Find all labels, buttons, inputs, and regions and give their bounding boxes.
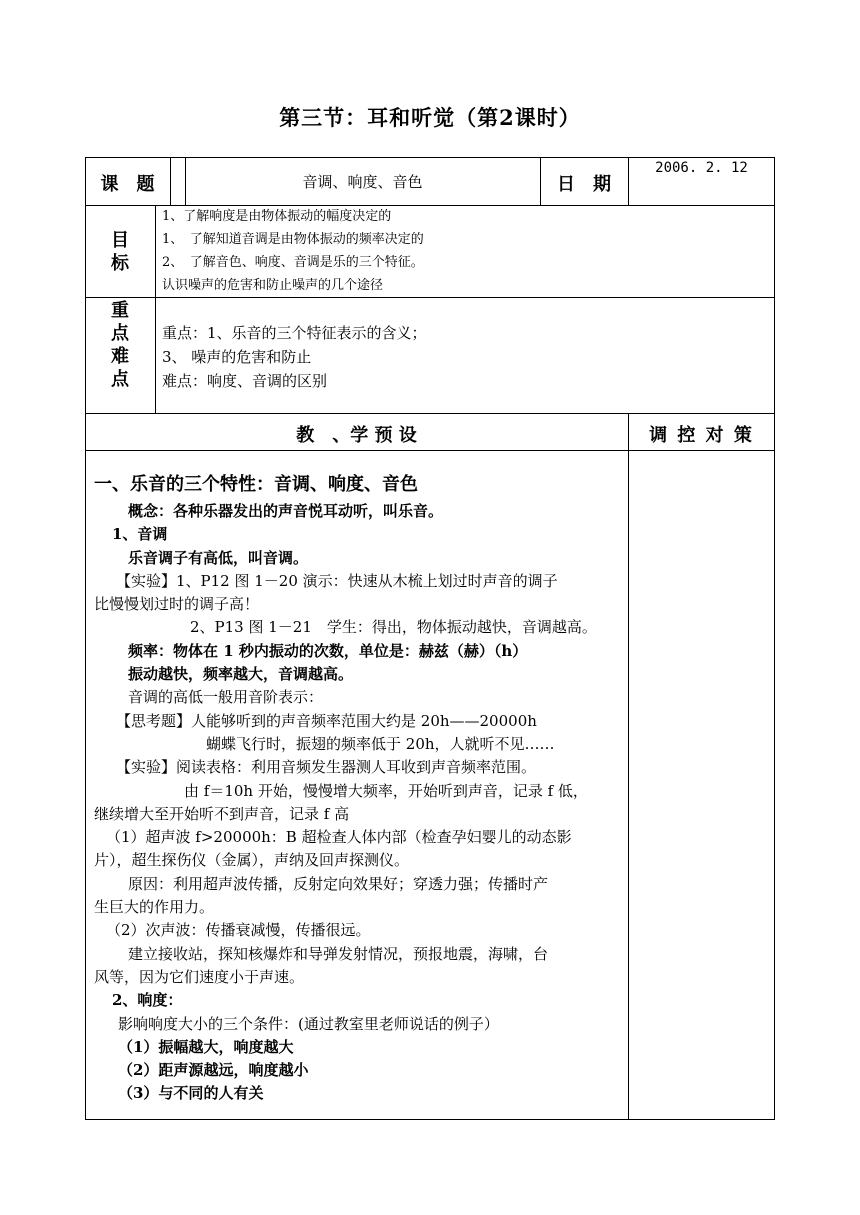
content-line: 【实验】阅读表格：利用音频发生器测人耳收到声音频率范围。 [116,758,537,777]
key-points-label [85,299,155,391]
goals-label-char: 标 [111,253,129,274]
content-line: 概念：各种乐器发出的声音悦耳动听，叫乐音。 [128,502,444,520]
row-divider [85,450,775,451]
content-line: 比慢慢划过时的调子高！ [94,595,260,614]
topic-value: 音调、响度、音色 [302,173,423,191]
content-line: （1）超声波 f>20000h：B 超检查人体内部（检查孕妇婴儿的动态影 [106,828,572,847]
content-line: 生巨大的作用力。 [94,898,215,917]
key-points-label-char: 重 [111,300,129,321]
goal-item: 认识噪声的危害和防止噪声的几个途径 [162,278,384,293]
content-line: （2）次声波：传播衰减慢，传播很远。 [106,921,371,940]
col-divider [155,205,156,413]
content-line: 风等，因为它们速度小于声速。 [94,967,305,986]
content-line: 频率：物体在 1 秒内振动的次数，单位是：赫兹（赫）（h） [128,641,528,660]
content-line: 乐音调子有高低，叫音调。 [128,548,309,567]
content-line: 影响响度大小的三个条件：(通过教室里老师说话的例子） [118,1014,499,1033]
col-divider [628,413,629,1120]
goals-list [162,205,622,297]
content-line: 蝴蝶飞行时，振翅的频率低于 20h，人就听不见…… [206,734,555,753]
content-line: 建立接收站，探知核爆炸和导弹发射情况，预报地震，海啸，台 [128,944,549,963]
content-line: 2、P13 图 1－21 学生：得出，物体振动越快，音调越高。 [190,618,597,637]
goal-item: 1、了解响度是由物体振动的幅度决定的 [162,209,392,224]
content-line: 振动越快，频率越大，音调越高。 [128,665,354,684]
key-point-item: 3、 噪声的危害和防止 [162,348,312,366]
teaching-plan-header: 教 、学 预 设 [296,425,417,446]
content-line: 【实验】1、P12 图 1－20 演示：快速从木梳上划过时声音的调子 [116,571,558,590]
goal-item: 2、 了解音色、响度、音调是乐的三个特征。 [162,255,424,270]
content-line: （1）振幅越大，响度越大 [118,1037,294,1056]
key-points-label-char: 点 [111,369,129,390]
goals-label [85,229,155,275]
content-line: 2、响度： [112,991,183,1010]
key-point-item: 重点：1、乐音的三个特征表示的含义； [162,324,427,342]
key-points-list [162,321,622,393]
content-line: 片），超生探伤仪（金属），声纳及回声探测仪。 [94,851,410,870]
goals-label-char: 目 [111,230,129,251]
key-points-label-char: 难 [111,346,129,367]
content-line: 由 f＝10h 开始，慢慢增大频率，开始听到声音，记录 f 低， [184,781,588,800]
row-divider [85,413,775,414]
content-line: （3）与不同的人有关 [118,1084,264,1103]
topic-label: 课 题 [100,174,155,195]
date-label: 日 期 [557,174,611,195]
date-value: 2006. 2. 12 [655,160,748,176]
strategy-header: 调 控 对 策 [649,425,754,446]
content-line: （2）距声源越远，响度越小 [118,1061,309,1080]
teaching-content [94,470,624,1106]
key-point-item: 难点：响度、音调的区别 [162,372,328,390]
goal-item: 1、 了解知道音调是由物体振动的频率决定的 [162,232,424,247]
content-line: 一、乐音的三个特性：音调、响度、音色 [94,474,418,495]
col-divider [170,157,171,205]
content-line: 【思考题】人能够听到的声音频率范围大约是 20h——20000h [116,711,537,730]
content-line: 音调的高低一般用音阶表示： [128,688,324,707]
content-line: 1、音调 [112,525,168,544]
page-title: 第三节：耳和听觉（第2课时） [279,105,581,130]
row-divider [85,297,775,298]
content-line: 继续增大至开始听不到声音，记录 f 高 [94,804,350,823]
key-points-label-char: 点 [111,323,129,344]
content-line: 原因：利用超声波传播，反射定向效果好；穿透力强；传播时产 [128,874,549,893]
